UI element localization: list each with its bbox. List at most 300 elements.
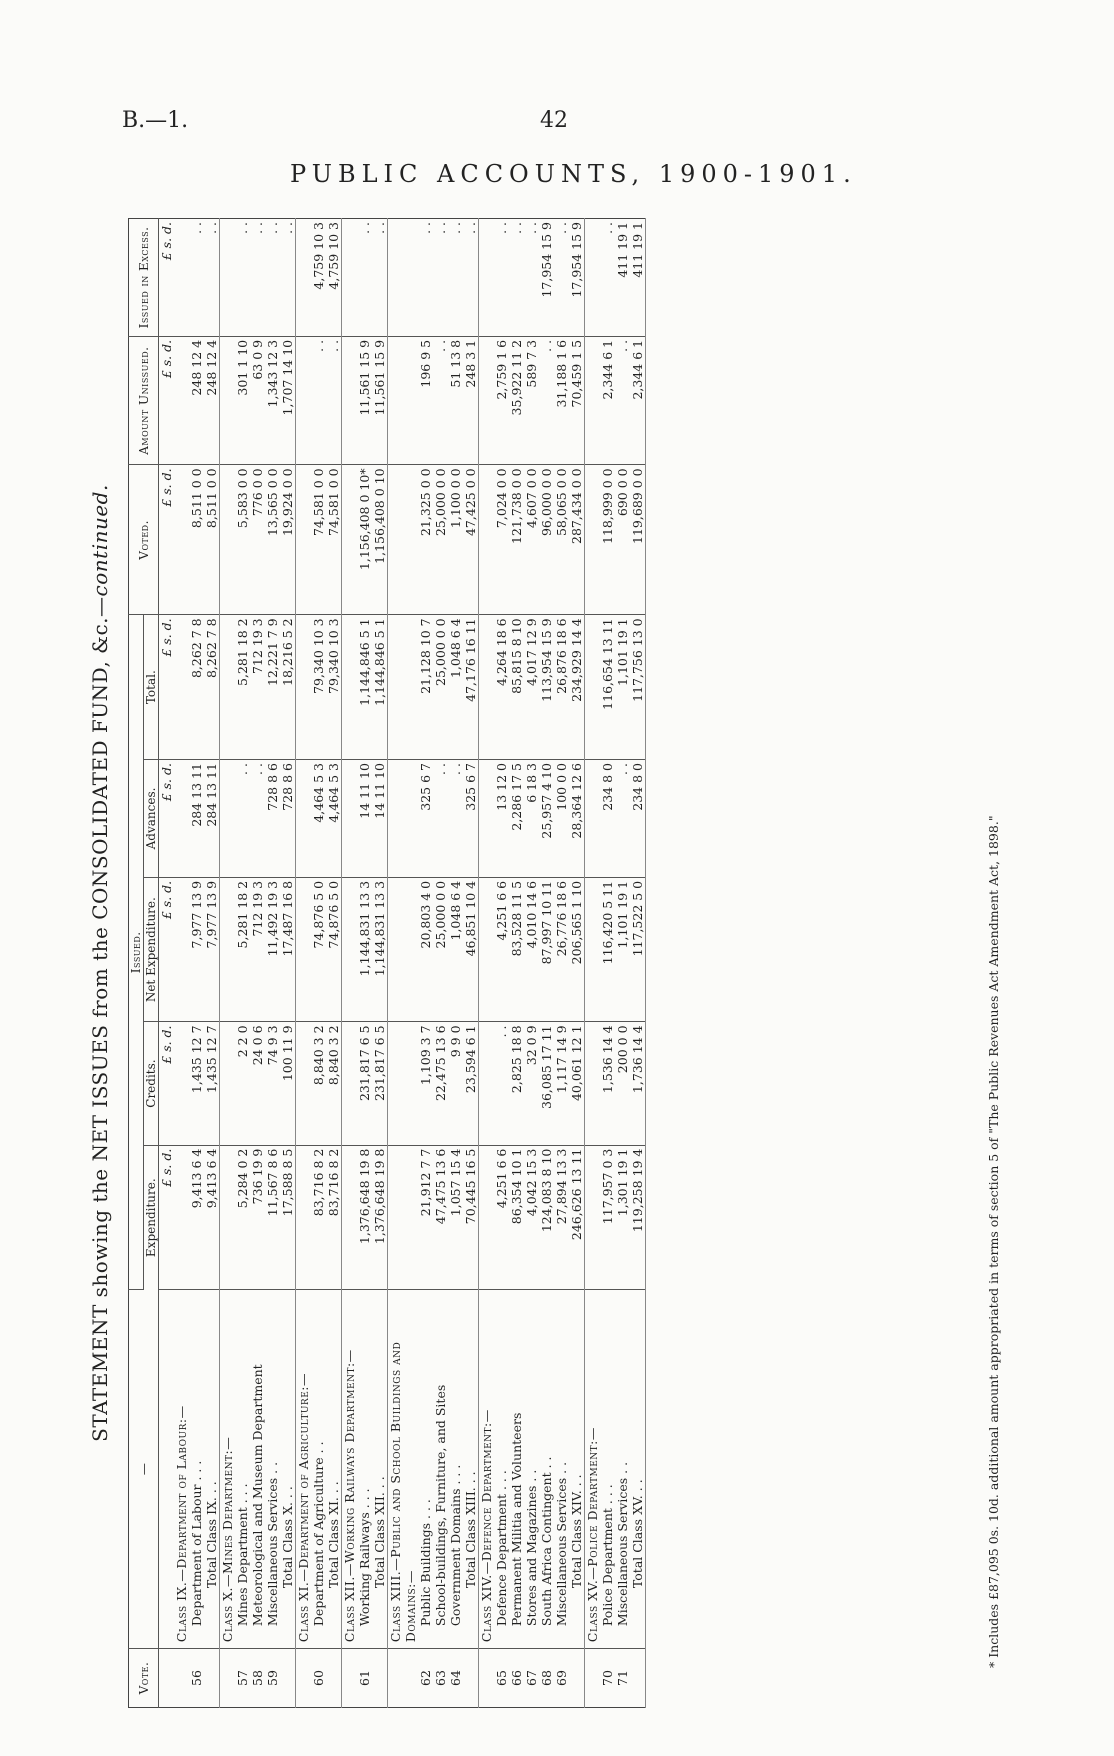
amount-cell: 11,492 19 3 [265,877,280,1022]
amount-cell: 5,281 18 2 [235,877,250,1022]
class-heading-row [585,219,601,1708]
amount-cell [403,615,418,760]
amount-cell [220,336,236,465]
accounts-table [128,218,646,1708]
amount-cell [296,336,312,465]
amount-cell: 119,258 19 4 [630,1145,646,1290]
amount-cell: 79,340 10 3 [311,615,326,760]
amount-cell [585,1145,601,1290]
amount-cell: 1,101 19 1 [615,615,630,760]
amount-cell [403,336,418,465]
amount-cell: 100 0 0 [554,760,569,878]
amount-cell: . . [433,219,448,337]
amount-cell: 234,929 14 4 [569,615,585,760]
amount-cell: 119,689 0 0 [630,465,646,615]
amount-cell: 21,912 7 7 [418,1145,433,1290]
row-description: Class XI.—Department of Agriculture:— [296,1290,312,1649]
row-description: Miscellaneous Services . . [554,1290,569,1649]
unit-label: £ s. d. [159,615,175,760]
amount-cell: 1,156,408 0 10 [372,465,388,615]
amount-cell: 74,876 5 0 [311,877,326,1022]
amount-cell: . . [357,219,372,337]
table-row [494,219,509,1708]
row-description: Defence Department . . . [494,1290,509,1649]
amount-cell [174,1145,189,1290]
header-description: — [129,1290,159,1649]
amount-cell: 8,511 0 0 [204,465,220,615]
row-description: Miscellaneous Services . . [615,1290,630,1649]
amount-cell: . . [204,219,220,337]
amount-cell: 11,567 8 6 [265,1145,280,1290]
amount-cell [174,1022,189,1145]
class-heading-row [174,219,189,1708]
amount-cell: . . [463,219,479,337]
amount-cell [479,1022,495,1145]
amount-cell [388,760,404,878]
amount-cell: 20,803 4 0 [418,877,433,1022]
amount-cell: 13 12 0 [494,760,509,878]
table-row [615,219,630,1708]
table-row [357,219,372,1708]
vote-number [630,1649,646,1708]
amount-cell [403,465,418,615]
row-description: Department of Agriculture . . [311,1290,326,1649]
row-description: Working Railways . . . [357,1290,372,1649]
amount-cell: . . [326,336,342,465]
amount-cell: 46,851 10 4 [463,877,479,1022]
amount-cell: 96,000 0 0 [539,465,554,615]
amount-cell: 4,010 14 6 [524,877,539,1022]
vote-number [585,1649,601,1708]
total-row [280,219,296,1708]
amount-cell: 51 13 8 [448,336,463,465]
amount-cell: . . [509,219,524,337]
row-description: Total Class XIII. . . [463,1290,479,1649]
class-heading-row [220,219,236,1708]
amount-cell: 4,251 6 6 [494,877,509,1022]
vote-number: 56 [189,1670,204,1686]
amount-cell [388,219,404,337]
unit-label: £ s. d. [159,1022,175,1145]
amount-cell: 736 19 9 [250,1145,265,1290]
header-advances: Advances. [144,760,159,878]
amount-cell [174,465,189,615]
amount-cell [220,465,236,615]
amount-cell [388,336,404,465]
amount-cell: 74,581 0 0 [326,465,342,615]
vote-number: 58 [250,1670,265,1686]
amount-cell: 58,065 0 0 [554,465,569,615]
amount-cell: 117,522 5 0 [630,877,646,1022]
vote-number [280,1649,296,1708]
amount-cell: . . [250,760,265,878]
amount-cell: 284 13 11 [189,760,204,878]
amount-cell: 1,100 0 0 [448,465,463,615]
amount-cell [296,1145,312,1290]
amount-cell [479,877,495,1022]
table-row [418,219,433,1708]
table-row [600,219,615,1708]
total-row [326,219,342,1708]
amount-cell: 40,061 12 1 [569,1022,585,1145]
amount-cell: . . [280,219,296,337]
amount-cell [479,219,495,337]
vote-number [569,1649,585,1708]
amount-cell: 74 9 3 [265,1022,280,1145]
amount-cell: 74,581 0 0 [311,465,326,615]
amount-cell [174,760,189,878]
vote-number: 60 [311,1670,326,1686]
amount-cell: 248 3 1 [463,336,479,465]
amount-cell: 301 1 10 [235,336,250,465]
amount-cell: 1,156,408 0 10* [357,465,372,615]
unit-label: £ s. d. [159,465,175,615]
row-description: Domains:— [403,1290,418,1649]
vote-number: 59 [265,1670,280,1686]
amount-cell [220,1022,236,1145]
row-description: Total Class XIV. . . [569,1290,585,1649]
amount-cell: 100 11 9 [280,1022,296,1145]
class-heading-row [403,219,418,1708]
amount-cell: 728 8 6 [265,760,280,878]
row-description: Total Class XV. . . [630,1290,646,1649]
row-description: Class X.—Mines Department:— [220,1290,236,1649]
amount-cell: 116,654 13 11 [600,615,615,760]
row-description: School-buildings, Furniture, and Sites [433,1290,448,1649]
vote-number [372,1649,388,1708]
vote-number: 64 [448,1670,463,1686]
total-row [569,219,585,1708]
row-description: Department of Labour . . . [189,1290,204,1649]
amount-cell: 1,435 12 7 [189,1022,204,1145]
amount-cell: . . [600,219,615,337]
vote-number [220,1649,236,1708]
amount-cell: 728 8 6 [280,760,296,878]
vote-number: 70 [600,1670,615,1686]
amount-cell [296,615,312,760]
amount-cell: 1,057 15 4 [448,1145,463,1290]
amount-cell: 83,716 8 2 [326,1145,342,1290]
row-description: Class XIV.—Defence Department:— [479,1290,495,1649]
amount-cell [342,219,358,337]
header-excess: Issued in Excess. [129,219,159,337]
amount-cell [342,615,358,760]
amount-cell: 31,188 1 6 [554,336,569,465]
vote-number: 65 [494,1670,509,1686]
row-description: Total Class XI. . . [326,1290,342,1649]
amount-cell: . . [372,219,388,337]
table-row [235,219,250,1708]
amount-cell: 85,815 8 10 [509,615,524,760]
amount-cell: 8,262 7 8 [189,615,204,760]
vote-number: 57 [235,1670,250,1686]
amount-cell [403,1022,418,1145]
amount-cell: 32 0 9 [524,1022,539,1145]
amount-cell: 4,759 10 3 [311,219,326,337]
amount-cell: . . [494,219,509,337]
amount-cell: 63 0 9 [250,336,265,465]
amount-cell: 1,376,648 19 8 [372,1145,388,1290]
total-row [630,219,646,1708]
amount-cell: 2,344 6 1 [630,336,646,465]
amount-cell [220,877,236,1022]
amount-cell [174,219,189,337]
unit-label: £ s. d. [159,1145,175,1290]
vote-number: 62 [418,1670,433,1686]
amount-cell [388,1145,404,1290]
amount-cell: 14 11 10 [357,760,372,878]
amount-cell: 9,413 6 4 [204,1145,220,1290]
amount-cell: 8,262 7 8 [204,615,220,760]
vote-number [342,1649,358,1708]
amount-cell: 4,042 15 3 [524,1145,539,1290]
amount-cell: 1,144,846 5 1 [372,615,388,760]
amount-cell [296,760,312,878]
amount-cell: 690 0 0 [615,465,630,615]
header-vote: Vote. [129,1649,159,1708]
row-description: Class IX.—Department of Labour:— [174,1290,189,1649]
amount-cell: 7,977 13 9 [189,877,204,1022]
amount-cell [220,1145,236,1290]
table-row [311,219,326,1708]
amount-cell: . . [235,219,250,337]
table-row [524,219,539,1708]
amount-cell: . . [615,336,630,465]
amount-cell: 200 0 0 [615,1022,630,1145]
amount-cell: 28,364 12 6 [569,760,585,878]
vote-number [463,1649,479,1708]
vote-number [479,1649,495,1708]
amount-cell: 1,117 14 9 [554,1022,569,1145]
amount-cell: 25,000 0 0 [433,465,448,615]
amount-cell: 25,957 4 10 [539,760,554,878]
total-row [372,219,388,1708]
amount-cell: . . [494,1022,509,1145]
header-expenditure: Expenditure. [144,1145,159,1290]
amount-cell: 121,738 0 0 [509,465,524,615]
amount-cell [403,760,418,878]
amount-cell: 35,922 11 2 [509,336,524,465]
amount-cell: 1,343 12 3 [265,336,280,465]
amount-cell: 9 9 0 [448,1022,463,1145]
amount-cell: 1,736 14 4 [630,1022,646,1145]
amount-cell: 17,954 15 9 [569,219,585,337]
amount-cell: . . [524,219,539,337]
amount-cell: 25,000 0 0 [433,615,448,760]
amount-cell: 117,957 0 3 [600,1145,615,1290]
amount-cell [220,219,236,337]
amount-cell: 248 12 4 [189,336,204,465]
amount-cell: 287,434 0 0 [569,465,585,615]
amount-cell: 248 12 4 [204,336,220,465]
amount-cell: 87,997 10 11 [539,877,554,1022]
amount-cell [403,219,418,337]
amount-cell: 118,999 0 0 [600,465,615,615]
vote-number [326,1649,342,1708]
amount-cell: . . [554,219,569,337]
amount-cell: 4,464 5 3 [326,760,342,878]
amount-cell: 24 0 6 [250,1022,265,1145]
amount-cell: . . [615,760,630,878]
amount-cell: . . [418,219,433,337]
amount-cell: 47,475 13 6 [433,1145,448,1290]
amount-cell: 21,325 0 0 [418,465,433,615]
amount-cell: 1,376,648 19 8 [357,1145,372,1290]
amount-cell [342,465,358,615]
amount-cell [342,1145,358,1290]
amount-cell [479,615,495,760]
amount-cell: 4,607 0 0 [524,465,539,615]
table-row [433,219,448,1708]
amount-cell [342,336,358,465]
amount-cell: 4,264 18 6 [494,615,509,760]
vote-number [174,1649,189,1708]
amount-cell: 25,000 0 0 [433,877,448,1022]
amount-cell: 231,817 6 5 [372,1022,388,1145]
vote-number [204,1649,220,1708]
class-heading-row [342,219,358,1708]
amount-cell: 86,354 10 1 [509,1145,524,1290]
class-heading-row [388,219,404,1708]
amount-cell: 83,528 11 5 [509,877,524,1022]
amount-cell [220,615,236,760]
amount-cell: 4,017 12 9 [524,615,539,760]
statement-title-text: STATEMENT showing the NET ISSUES from the CONSOLIDATED FUND, &c.— [88,596,112,1442]
amount-cell [174,615,189,760]
total-row [204,219,220,1708]
amount-cell [296,219,312,337]
amount-cell: 26,876 18 6 [554,615,569,760]
amount-cell [388,465,404,615]
table-row [250,219,265,1708]
amount-cell [296,1022,312,1145]
amount-cell: 411 19 1 [615,219,630,337]
amount-cell: 17,954 15 9 [539,219,554,337]
amount-cell [342,1022,358,1145]
amount-cell: 206,565 1 10 [569,877,585,1022]
amount-cell [403,1145,418,1290]
amount-cell: 113,954 15 9 [539,615,554,760]
amount-cell: 1,301 19 1 [615,1145,630,1290]
row-description: Class XV.—Police Department:— [585,1290,601,1649]
amount-cell [388,877,404,1022]
amount-cell: 5,284 0 2 [235,1145,250,1290]
amount-cell: 74,876 5 0 [326,877,342,1022]
amount-cell: 21,128 10 7 [418,615,433,760]
amount-cell: . . [539,336,554,465]
row-description: Miscellaneous Services . . [265,1290,280,1649]
header-credits: Credits. [144,1022,159,1145]
class-heading-row [479,219,495,1708]
amount-cell: 284 13 11 [204,760,220,878]
amount-cell: 14 11 10 [372,760,388,878]
amount-cell: 9,413 6 4 [189,1145,204,1290]
amount-cell: 231,817 6 5 [357,1022,372,1145]
table-row [189,219,204,1708]
header-net-expenditure: Net Expenditure. [144,877,159,1022]
amount-cell [479,336,495,465]
amount-cell: 4,464 5 3 [311,760,326,878]
amount-cell: . . [433,336,448,465]
header-voted: Voted. [129,465,159,615]
amount-cell [585,615,601,760]
amount-cell: 325 6 7 [418,760,433,878]
amount-cell: 1,707 14 10 [280,336,296,465]
amount-cell: 2,825 18 8 [509,1022,524,1145]
amount-cell [342,760,358,878]
amount-cell: 17,487 16 8 [280,877,296,1022]
row-description: Mines Department . . . [235,1290,250,1649]
vote-number: 63 [433,1670,448,1686]
amount-cell [479,1145,495,1290]
rotated-statement [88,218,1001,1708]
vote-number [388,1649,404,1708]
amount-cell [296,465,312,615]
amount-cell: 8,840 3 2 [326,1022,342,1145]
amount-cell: 19,924 0 0 [280,465,296,615]
row-description: Class XII.—Working Railways Department:— [342,1290,358,1649]
amount-cell: . . [250,219,265,337]
amount-cell: 5,583 0 0 [235,465,250,615]
amount-cell: . . [235,760,250,878]
amount-cell: 6 18 3 [524,760,539,878]
vote-number [296,1649,312,1708]
row-description: Class XIII.—Public and School Buildings and [388,1290,404,1649]
vote-number [403,1649,418,1708]
amount-cell: 47,425 0 0 [463,465,479,615]
table-row [539,219,554,1708]
amount-cell [585,1022,601,1145]
unit-label: £ s. d. [159,219,175,337]
amount-cell: 246,626 13 11 [569,1145,585,1290]
unit-label: £ s. d. [159,336,175,465]
amount-cell: 27,894 13 3 [554,1145,569,1290]
header-unissued: Amount Unissued. [129,336,159,465]
amount-cell: 7,977 13 9 [204,877,220,1022]
vote-number: 61 [357,1670,372,1686]
amount-cell: 11,561 15 9 [372,336,388,465]
amount-cell [342,877,358,1022]
amount-cell: 36,085 17 11 [539,1022,554,1145]
amount-cell [388,615,404,760]
amount-cell: 712 19 3 [250,877,265,1022]
amount-cell: . . [265,219,280,337]
amount-cell: 5,281 18 2 [235,615,250,760]
amount-cell [479,760,495,878]
statement-title-continued: continued. [88,484,112,597]
amount-cell: 1,144,831 13 3 [357,877,372,1022]
amount-cell: 1,435 12 7 [204,1022,220,1145]
amount-cell [479,465,495,615]
amount-cell: 12,221 7 9 [265,615,280,760]
amount-cell: 4,251 6 6 [494,1145,509,1290]
unit-label: £ s. d. [159,760,175,878]
amount-cell [585,336,601,465]
row-description: Permanent Militia and Volunteers [509,1290,524,1649]
amount-cell [388,1022,404,1145]
amount-cell: 2,759 1 6 [494,336,509,465]
amount-cell: 234 8 0 [630,760,646,878]
amount-cell: . . [433,760,448,878]
footnote: * Includes £87,095 0s. 10d. additional amount appropriated in terms of section 5 of "The Public Revenues Act Amendment Act, 1898." [986,815,1001,1668]
table-row [265,219,280,1708]
amount-cell: 589 7 3 [524,336,539,465]
document-code: B.—1. [122,108,189,133]
amount-cell [174,877,189,1022]
amount-cell: 1,144,846 5 1 [357,615,372,760]
amount-cell: 411 19 1 [630,219,646,337]
amount-cell [585,877,601,1022]
